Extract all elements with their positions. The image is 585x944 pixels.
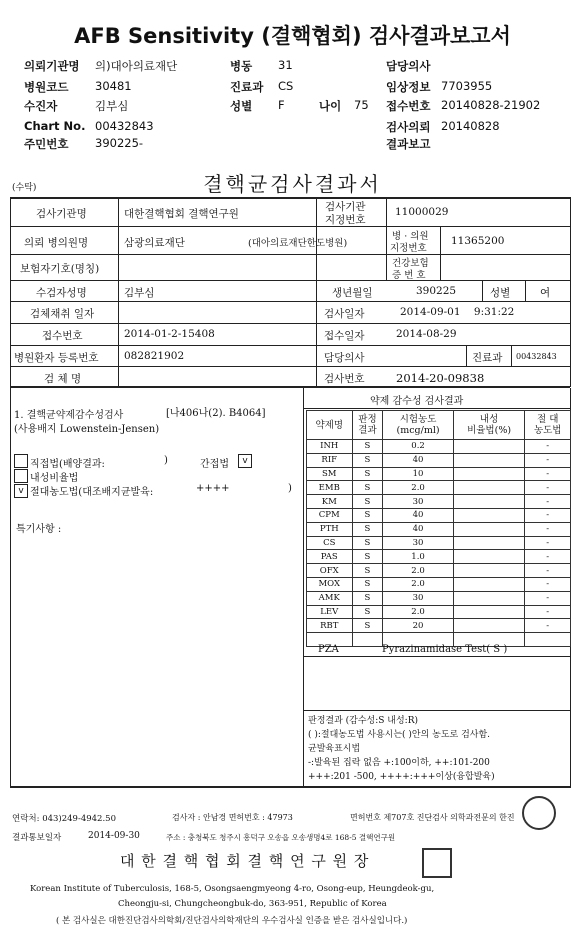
pt-no-label: 병원환자 등록번호 bbox=[14, 352, 99, 364]
test-item: 1. 결핵균약제감수성검사 bbox=[14, 410, 124, 421]
seal-stamp bbox=[522, 796, 556, 830]
header-value: 390225- bbox=[95, 136, 144, 150]
sex-label: 성별 bbox=[490, 287, 511, 299]
absolute-label: 절대농도법(대조배지균발육: bbox=[30, 487, 154, 498]
sens-cell-res: S bbox=[352, 440, 383, 454]
table-row bbox=[307, 577, 571, 591]
examiner: 검사자 : 안남경 면허번호 : 47973 bbox=[172, 813, 293, 822]
test-no-value: 2014-20-09838 bbox=[396, 371, 485, 385]
test-no-label: 검사번호 bbox=[324, 373, 365, 385]
recv-no-label: 접수번호 bbox=[42, 330, 83, 342]
header-label: Chart No. bbox=[24, 119, 86, 133]
address-kr: 주소 : 충청북도 청주시 흥덕구 오송읍 오송생명4로 168-5 결핵연구원 bbox=[166, 833, 396, 842]
resist-checkbox[interactable] bbox=[14, 469, 28, 483]
legend-line: 판정결과 (감수성:S 내성:R) bbox=[308, 716, 418, 726]
table-row bbox=[307, 619, 571, 633]
sens-header: 시험농도 (mcg/ml) bbox=[383, 411, 453, 440]
sens-cell-res: S bbox=[352, 536, 383, 550]
header-value: 김부심 bbox=[95, 99, 129, 113]
header-value: 30481 bbox=[95, 79, 132, 93]
birth-label: 생년월일 bbox=[332, 287, 373, 299]
sens-cell-abs: - bbox=[525, 440, 571, 454]
sens-cell-conc: 40 bbox=[383, 508, 453, 522]
sens-header: 절 대 농도법 bbox=[525, 411, 571, 440]
header-value: 7703955 bbox=[441, 79, 493, 93]
sens-cell-abs: - bbox=[525, 605, 571, 619]
health-label: 건강보험 bbox=[392, 258, 429, 269]
sens-cell-drug: PTH bbox=[307, 522, 353, 536]
direct-label: 직접법(배양결과: bbox=[30, 459, 105, 470]
header-label: 나이 bbox=[319, 99, 342, 113]
name-label: 수검자성명 bbox=[36, 287, 87, 299]
header-label: 주민번호 bbox=[24, 137, 69, 151]
pza-label: PZA bbox=[318, 644, 339, 655]
table-row bbox=[307, 550, 571, 564]
sens-cell-abs: - bbox=[525, 495, 571, 509]
header-value: 20140828 bbox=[441, 119, 500, 133]
sens-cell-conc: 20 bbox=[383, 619, 453, 633]
form-number: (수탁) bbox=[12, 183, 37, 193]
sens-cell-abs: - bbox=[525, 591, 571, 605]
report-title: AFB Sensitivity (결핵협회) 검사결과보고서 bbox=[74, 24, 511, 48]
sens-cell-abs: - bbox=[525, 619, 571, 633]
header-value: 00432843 bbox=[95, 119, 154, 133]
sens-cell-ratio bbox=[453, 619, 525, 633]
table-row bbox=[307, 481, 571, 495]
growth-value: ++++ bbox=[196, 483, 230, 494]
legend-line: +++:201 -500, ++++:+++이상(융합발육) bbox=[308, 772, 495, 782]
legend-line: ( ):절대농도법 사용시는( )안의 농도로 검사함. bbox=[308, 730, 491, 740]
sens-cell-res: S bbox=[352, 467, 383, 481]
indirect-label: 간접법 bbox=[200, 459, 229, 470]
sens-cell-drug: MOX bbox=[307, 577, 353, 591]
sens-cell-abs: - bbox=[525, 536, 571, 550]
test-item-code: [나406나(2). B4064] bbox=[166, 408, 266, 419]
sens-cell-drug: INH bbox=[307, 440, 353, 454]
req-no-label: 지정번호 bbox=[390, 243, 427, 254]
inst-no-label: 지정번호 bbox=[325, 214, 366, 226]
inst-no: 11000029 bbox=[395, 206, 449, 218]
sens-cell-abs: - bbox=[525, 481, 571, 495]
sens-cell-abs bbox=[525, 633, 571, 647]
sens-cell-drug: LEV bbox=[307, 605, 353, 619]
inst-label: 검사기관명 bbox=[36, 208, 87, 220]
sens-cell-res: S bbox=[352, 577, 383, 591]
address-en: Korean Institute of Tuberculosis, 168-5, Osongsaengmyeong 4-ro, Osong-eup, Heungdeok-gu, bbox=[30, 884, 435, 894]
report-date: 2014-09-30 bbox=[88, 831, 140, 841]
header-value: F bbox=[278, 98, 285, 112]
dept-label: 진료과 bbox=[472, 352, 503, 364]
sens-cell-drug: RBT bbox=[307, 619, 353, 633]
sens-cell-ratio bbox=[453, 440, 525, 454]
resist-label: 내성비율법 bbox=[30, 473, 79, 484]
header-label: 담당의사 bbox=[386, 59, 431, 73]
medium: (사용배지 Lowenstein-Jensen) bbox=[14, 424, 160, 435]
sens-cell-res: S bbox=[352, 605, 383, 619]
sens-cell-abs: - bbox=[525, 577, 571, 591]
sens-cell-ratio bbox=[453, 522, 525, 536]
direct-checkbox[interactable] bbox=[14, 454, 28, 468]
test-date-value: 2014-09-01 9:31:22 bbox=[400, 306, 515, 318]
specialist: 면허번호 제707호 진단검사 의학과전문의 한진 bbox=[350, 813, 515, 822]
sens-cell-conc: 30 bbox=[383, 495, 453, 509]
sens-cell-abs: - bbox=[525, 550, 571, 564]
sens-cell-conc: 2.0 bbox=[383, 481, 453, 495]
inst-value: 대한결핵협회 결핵연구원 bbox=[124, 208, 239, 220]
recv-date-label: 접수일자 bbox=[324, 330, 365, 342]
sens-cell-abs: - bbox=[525, 522, 571, 536]
health-label: 증 번 호 bbox=[392, 270, 426, 281]
table-row bbox=[307, 536, 571, 550]
sens-cell-drug: PAS bbox=[307, 550, 353, 564]
sens-cell-conc: 2.0 bbox=[383, 564, 453, 578]
contact: 연락처: 043)249-4942.50 bbox=[12, 814, 116, 824]
legend-line: -:발육된 집락 없음 +:100이하, ++:101-200 bbox=[308, 758, 490, 768]
table-row bbox=[307, 522, 571, 536]
sens-cell-conc: 40 bbox=[383, 522, 453, 536]
certification: ( 본 검사실은 대한진단검사의학회/진단검사의학재단의 우수검사실 인증을 받은 검사실입니다.) bbox=[56, 916, 408, 926]
header-value: 의)대아의료재단 bbox=[95, 59, 178, 73]
header-label: 임상정보 bbox=[386, 80, 431, 94]
name-value: 김부심 bbox=[124, 287, 155, 299]
sex-value: 여 bbox=[540, 287, 551, 299]
specimen-label: 검 체 명 bbox=[44, 373, 82, 385]
sens-cell-ratio bbox=[453, 550, 525, 564]
table-row bbox=[307, 591, 571, 605]
header-label: 결과보고 bbox=[386, 137, 431, 151]
sens-cell-res: S bbox=[352, 522, 383, 536]
sens-cell-conc: 10 bbox=[383, 467, 453, 481]
sens-cell-ratio bbox=[453, 605, 525, 619]
sens-cell-drug: KM bbox=[307, 495, 353, 509]
director-seal bbox=[422, 848, 452, 878]
header-label: 의뢰기관명 bbox=[24, 59, 80, 73]
indirect-checkbox[interactable]: v bbox=[238, 454, 252, 468]
table-row bbox=[307, 605, 571, 619]
sens-header: 내성 비율법(%) bbox=[453, 411, 525, 440]
report-date-label: 결과통보일자 bbox=[12, 833, 62, 843]
req-no-label: 병 · 의원 bbox=[392, 231, 429, 242]
test-date-label: 검사일자 bbox=[324, 308, 365, 320]
inst-no-label: 검사기관 bbox=[325, 201, 366, 213]
sens-cell-drug: RIF bbox=[307, 453, 353, 467]
sens-cell-conc: 1.0 bbox=[383, 550, 453, 564]
sens-cell-conc: 30 bbox=[383, 591, 453, 605]
sens-cell-res bbox=[352, 633, 383, 647]
birth-value: 390225 bbox=[416, 285, 457, 297]
sens-cell-abs: - bbox=[525, 508, 571, 522]
table-row bbox=[307, 495, 571, 509]
header-label: 진료과 bbox=[230, 80, 264, 94]
header-label: 수진자 bbox=[24, 99, 58, 113]
sens-cell-conc: 30 bbox=[383, 536, 453, 550]
header-label: 병동 bbox=[230, 59, 253, 73]
sens-cell-ratio bbox=[453, 453, 525, 467]
header-label: 성별 bbox=[230, 99, 253, 113]
header-label: 병원코드 bbox=[24, 80, 69, 94]
legend-line: 균발육표시법 bbox=[308, 744, 361, 754]
sens-cell-conc: 0.2 bbox=[383, 440, 453, 454]
sens-cell-res: S bbox=[352, 481, 383, 495]
header-value: 75 bbox=[354, 98, 369, 112]
header-label: 접수번호 bbox=[386, 99, 431, 113]
sens-header: 판정 결과 bbox=[352, 411, 383, 440]
pt-no-value: 082821902 bbox=[124, 350, 185, 362]
table-row bbox=[307, 453, 571, 467]
sens-cell-ratio bbox=[453, 577, 525, 591]
sens-cell-abs: - bbox=[525, 453, 571, 467]
sens-cell-drug: CPM bbox=[307, 508, 353, 522]
sens-cell-conc: 40 bbox=[383, 453, 453, 467]
absolute-checkbox[interactable]: v bbox=[14, 484, 28, 498]
sens-cell-conc: 2.0 bbox=[383, 605, 453, 619]
table-row bbox=[307, 467, 571, 481]
table-row bbox=[307, 440, 571, 454]
sens-cell-ratio bbox=[453, 591, 525, 605]
sens-cell-abs: - bbox=[525, 467, 571, 481]
sens-cell-res: S bbox=[352, 619, 383, 633]
sens-cell-drug: OFX bbox=[307, 564, 353, 578]
sens-cell-abs: - bbox=[525, 564, 571, 578]
sens-cell-res: S bbox=[352, 508, 383, 522]
sens-cell-conc: 2.0 bbox=[383, 577, 453, 591]
header-value: 31 bbox=[278, 58, 293, 72]
sensitivity-table bbox=[306, 410, 571, 647]
table-row bbox=[307, 564, 571, 578]
sens-cell-res: S bbox=[352, 564, 383, 578]
recv-no-value: 2014-01-2-15408 bbox=[124, 328, 215, 340]
req-value: 삼광의료재단 bbox=[124, 237, 185, 249]
sens-cell-ratio bbox=[453, 508, 525, 522]
insured-label: 보험자기호(명칭) bbox=[20, 263, 100, 275]
sens-header: 약제명 bbox=[307, 411, 353, 440]
sens-cell-drug: CS bbox=[307, 536, 353, 550]
sens-cell-res: S bbox=[352, 453, 383, 467]
sens-cell-ratio bbox=[453, 481, 525, 495]
direct-close: ) bbox=[164, 455, 168, 466]
sens-cell-drug: EMB bbox=[307, 481, 353, 495]
absolute-close: ) bbox=[288, 483, 292, 494]
form-title: 결핵균검사결과서 bbox=[203, 172, 382, 196]
sens-cell-res: S bbox=[352, 495, 383, 509]
remarks-label: 특기사항 : bbox=[16, 524, 62, 535]
table-row bbox=[307, 508, 571, 522]
sens-cell-ratio bbox=[453, 467, 525, 481]
address-en: Cheongju-si, Chungcheongbuk-do, 363-951, Republic of Korea bbox=[118, 899, 387, 909]
req-no: 11365200 bbox=[451, 235, 505, 247]
sens-cell-drug: SM bbox=[307, 467, 353, 481]
doctor-label: 담당의사 bbox=[324, 352, 365, 364]
sens-cell-ratio bbox=[453, 536, 525, 550]
pza-value: Pyrazinamidase Test( S ) bbox=[382, 644, 508, 655]
dept-value: 00432843 bbox=[516, 352, 557, 361]
sens-title: 약제 감수성 검사결과 bbox=[370, 396, 464, 407]
sens-cell-ratio bbox=[453, 564, 525, 578]
req-note: (대아의료재단한도병원) bbox=[248, 238, 348, 249]
sens-cell-ratio bbox=[453, 495, 525, 509]
header-label: 검사의뢰 bbox=[386, 120, 431, 134]
org-name: 대 한 결 핵 협 회 결 핵 연 구 원 장 bbox=[120, 852, 370, 870]
header-value: 20140828-21902 bbox=[441, 98, 541, 112]
sens-cell-res: S bbox=[352, 550, 383, 564]
header-value: CS bbox=[278, 79, 294, 93]
sens-cell-res: S bbox=[352, 591, 383, 605]
collect-label: 검체채취 일자 bbox=[30, 308, 95, 320]
sens-cell-drug: AMK bbox=[307, 591, 353, 605]
req-label: 의뢰 병의원명 bbox=[24, 237, 89, 249]
recv-date-value: 2014-08-29 bbox=[396, 328, 457, 340]
